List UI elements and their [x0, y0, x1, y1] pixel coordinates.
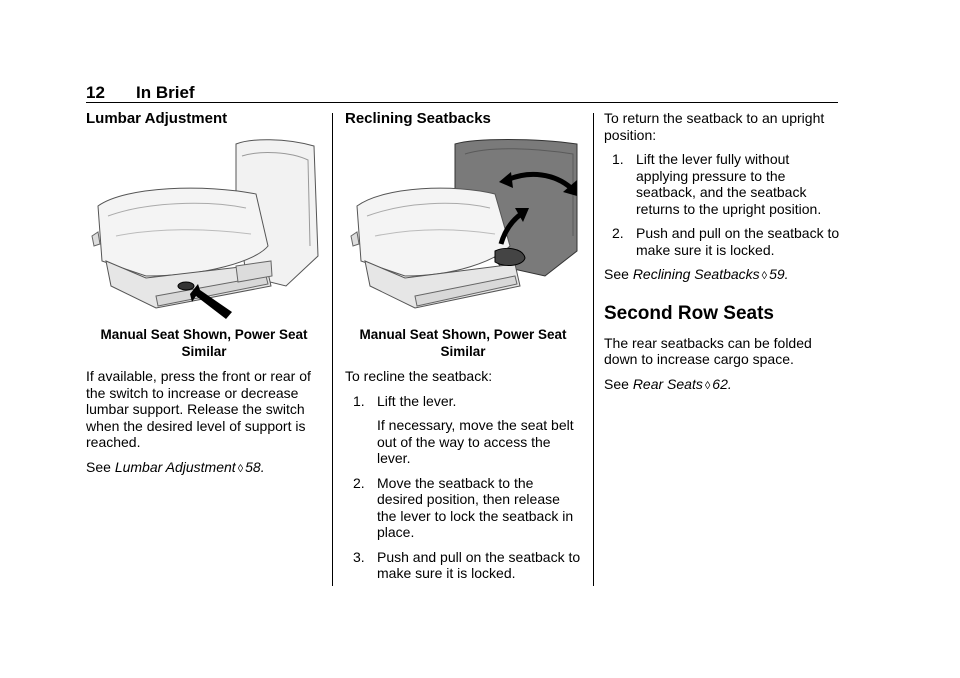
- rear-seats-ref-page[interactable]: 62.: [712, 375, 732, 392]
- reclining-intro: To recline the seatback:: [345, 368, 493, 384]
- page-header: [86, 83, 838, 107]
- page-ref-icon: ◊: [761, 270, 768, 282]
- upright-intro: To return the seatback to an upright position:: [604, 110, 825, 143]
- reclining-ref-page[interactable]: 59.: [769, 266, 789, 282]
- lumbar-see-reference: [86, 459, 322, 478]
- lumbar-column: [86, 110, 322, 485]
- second-row-body: The rear seatbacks can be folded down to increase cargo space.: [604, 334, 812, 367]
- second-row-heading: Second Row Seats: [604, 302, 774, 324]
- list-item: 1. Lift the lever fully without applying pressure to the seatback, and the seatback returns to the upright position.: [612, 151, 822, 217]
- header-rule: [86, 102, 838, 103]
- upright-column: [604, 110, 840, 402]
- lumbar-ref-link[interactable]: Lumbar Adjustment: [114, 458, 236, 475]
- lumbar-body: If available, press the front or rear of the switch to increase or decrease lumbar support. Release the switch when the desired level of support is reached.: [86, 368, 311, 450]
- page-number: 12: [86, 83, 105, 102]
- see-label: See: [86, 458, 111, 475]
- upright-see-reference: [604, 266, 840, 285]
- second-row-see-reference: [604, 376, 840, 395]
- column-divider: [593, 113, 594, 586]
- reclining-heading: Reclining Seatbacks: [345, 110, 491, 127]
- see-label: See: [604, 375, 629, 392]
- lumbar-seat-illustration: [86, 136, 322, 321]
- page-ref-icon: ◊: [704, 379, 711, 392]
- lumbar-ref-page[interactable]: 58.: [245, 458, 265, 475]
- lumbar-figure-caption: Manual Seat Shown, Power Seat Similar: [100, 327, 308, 359]
- upright-steps: [604, 151, 840, 258]
- reclining-column: [345, 110, 581, 590]
- list-item: 3. Push and pull on the seatback to make sure it is locked.: [353, 548, 581, 581]
- reclining-ref-link[interactable]: Reclining Seatbacks: [632, 266, 760, 282]
- column-divider: [332, 113, 333, 586]
- lumbar-heading: Lumbar Adjustment: [86, 110, 228, 127]
- list-item: 2. Push and pull on the seatback to make sure it is locked.: [612, 225, 840, 258]
- list-item: 2. Move the seatback to the desired position, then release the lever to lock the seatback in place.: [353, 474, 574, 540]
- section-title: In Brief: [136, 83, 195, 102]
- reclining-steps-cont: [345, 475, 581, 582]
- page-ref-icon: ◊: [237, 462, 244, 475]
- step-note: If necessary, move the seat belt out of the way to access the lever.: [377, 417, 574, 466]
- reclining-figure-caption: Manual Seat Shown, Power Seat Similar: [359, 327, 567, 359]
- rear-seats-ref-link[interactable]: Rear Seats: [632, 375, 703, 392]
- reclining-steps: [345, 393, 581, 410]
- reclining-seat-illustration: [345, 136, 581, 321]
- see-label: See: [604, 266, 629, 282]
- list-item: 1. Lift the lever.: [353, 392, 457, 409]
